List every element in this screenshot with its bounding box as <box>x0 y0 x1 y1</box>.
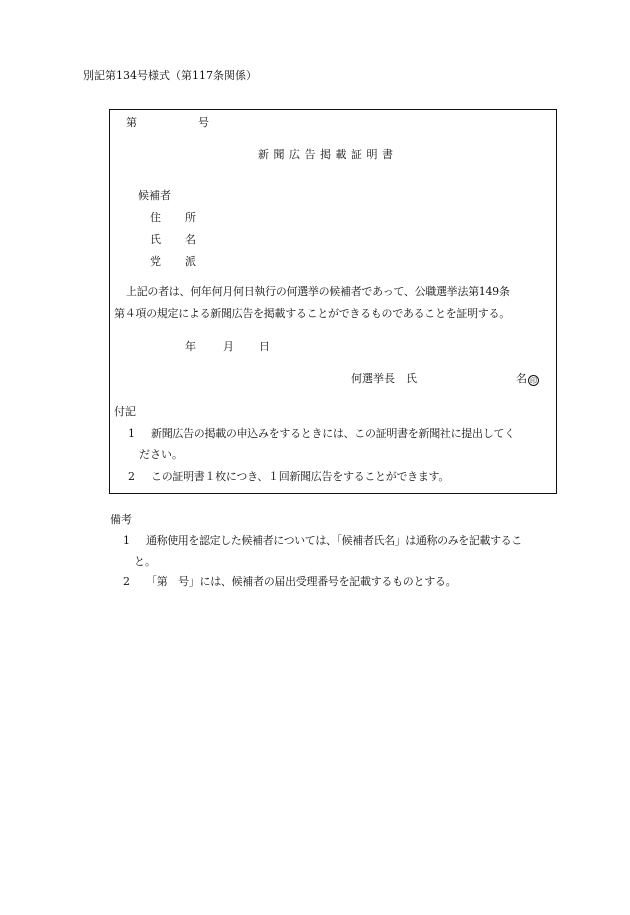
address-label-1: 住 <box>150 211 161 224</box>
candidate-label: 候補者 <box>138 189 171 202</box>
note-1-line-2: ださい。 <box>139 448 183 461</box>
form-header: 別記第134号様式（第117条関係） <box>83 69 257 82</box>
party-label-1: 党 <box>150 255 161 268</box>
remark-1-number: 1 <box>123 534 130 547</box>
remark-1-line-2: と。 <box>134 555 156 568</box>
certificate-title: 新聞広告掲載証明書 <box>258 148 398 161</box>
remark-1-line-1: 通称使用を認定した候補者については、「候補者氏名」は通称のみを記載するこ <box>146 534 522 547</box>
certificate-frame <box>109 109 557 494</box>
body-text-line-1: 上記の者は、何年何月何日執行の何選挙の候補者であって、公職選挙法第149条 <box>126 285 510 298</box>
address-label-2: 所 <box>185 211 196 224</box>
date-year: 年 <box>185 340 196 353</box>
number-suffix: 号 <box>198 116 209 129</box>
note-1-number: 1 <box>128 427 135 440</box>
body-text-line-2: 第４項の規定による新聞広告を掲載することができるものであることを証明する。 <box>114 307 510 320</box>
remark-2-number: 2 <box>123 575 130 588</box>
note-2-line-1: この証明書１枚につき、１回新聞広告をすることができます。 <box>151 470 450 483</box>
seal-mark: 印 <box>530 377 537 385</box>
date-day: 日 <box>259 340 270 353</box>
name-label-1: 氏 <box>150 233 161 246</box>
remarks-heading: 備考 <box>110 513 132 526</box>
notes-heading: 付記 <box>114 405 136 418</box>
date-month: 月 <box>223 340 234 353</box>
number-prefix: 第 <box>126 116 137 129</box>
signer-title: 何選挙長 氏 <box>351 372 417 385</box>
note-2-number: 2 <box>128 470 135 483</box>
name-label-2: 名 <box>185 233 196 246</box>
party-label-2: 派 <box>185 255 196 268</box>
remark-2-line-1: 「第 号」には、候補者の届出受理番号を記載するものとする。 <box>146 575 457 588</box>
signer-name-end: 名 印 <box>516 372 537 385</box>
note-1-line-1: 新聞広告の掲載の申込みをするときには、この証明書を新聞社に提出してく <box>151 427 515 440</box>
